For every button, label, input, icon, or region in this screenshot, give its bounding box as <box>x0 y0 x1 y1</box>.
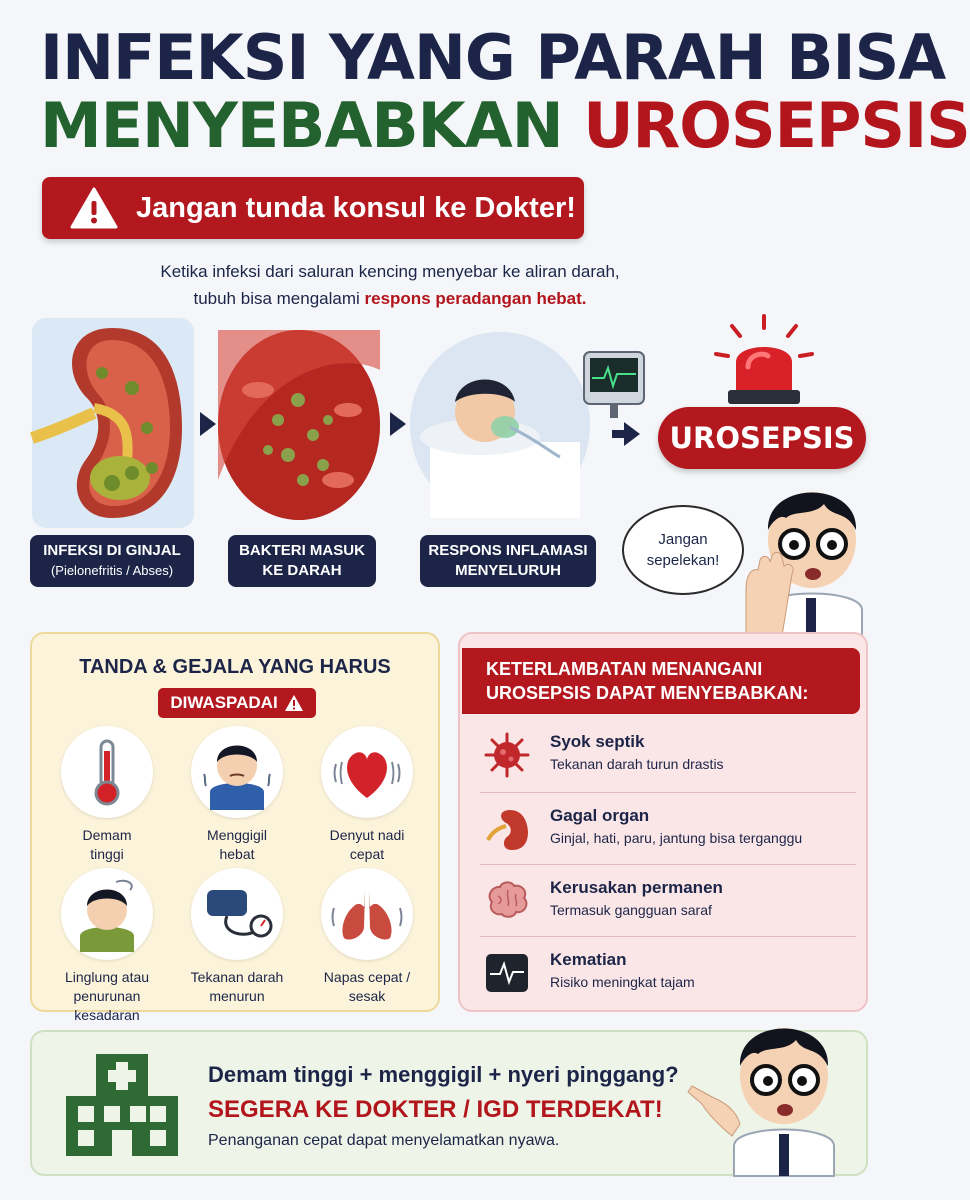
step-label-kidney <box>30 535 194 587</box>
symptom-item <box>42 868 172 1025</box>
kidney-icon <box>484 806 530 852</box>
symptom-label <box>42 968 172 1025</box>
consequence-desc: Tekanan darah turun drastis <box>550 756 724 772</box>
bottom-note: Penanganan cepat dapat menyelamatkan nyawa. <box>208 1132 560 1149</box>
thermometer-icon <box>61 726 153 818</box>
intro-highlight: respons peradangan hebat. <box>364 289 587 308</box>
ecg-monitor-icon <box>484 950 530 996</box>
symptom-label-line-2: cepat <box>349 846 385 862</box>
consequence-desc: Ginjal, hati, paru, jantung bisa terganggu <box>550 830 803 846</box>
sick-patient-icon <box>410 332 590 518</box>
monitor-icon <box>582 350 646 420</box>
step-label-bacteria <box>228 535 376 587</box>
virus-icon <box>484 732 530 778</box>
symptom-label-line-2: sesak <box>348 988 386 1004</box>
intro-line-2-text: tubuh bisa mengalami <box>193 289 365 308</box>
step-2-title: BAKTERI MASUK <box>239 542 365 559</box>
doctor-pointing-icon <box>684 986 854 1176</box>
title-highlight: UROSEPSIS <box>583 89 970 162</box>
symptoms-badge-text: DIWASPADAI <box>170 693 278 712</box>
dizzy-icon <box>61 868 153 960</box>
symptoms-title: TANDA & GEJALA YANG HARUS <box>79 656 391 678</box>
speech-bubble-text: Jangan sepelekan! <box>646 531 720 569</box>
consequence-item <box>480 874 856 936</box>
doctor-stop-icon <box>742 470 882 636</box>
consequences-header-line-1: KETERLAMBATAN MENANGANI <box>486 659 763 679</box>
symptom-label-line-2: penurunan kesadaran <box>73 988 141 1023</box>
consequence-title: Gagal organ <box>550 806 650 825</box>
divider <box>480 792 856 793</box>
step-3-title-line-2: MENYELURUH <box>455 562 561 579</box>
bottom-cta: SEGERA KE DOKTER / IGD TERDEKAT! <box>208 1096 663 1123</box>
shivering-icon <box>191 726 283 818</box>
symptom-item <box>172 868 302 1006</box>
consequence-title: Syok septik <box>550 732 645 751</box>
page-title <box>40 21 970 162</box>
siren-icon <box>712 312 816 408</box>
divider <box>480 864 856 865</box>
symptom-label-line-1: Linglung atau <box>64 969 150 985</box>
bacteria-blood-icon <box>218 330 380 520</box>
symptom-item <box>302 726 432 864</box>
step-1-sub: (Pielonefritis / Abses) <box>50 563 174 578</box>
symptom-label-line-2: tinggi <box>90 846 124 862</box>
symptom-label <box>42 826 172 864</box>
urosepsis-badge: UROSEPSIS <box>658 407 866 469</box>
consequence-desc: Risiko meningkat tajam <box>550 974 695 990</box>
symptom-label <box>302 968 432 1006</box>
symptom-label-line-2: hebat <box>219 846 255 862</box>
heart-icon <box>321 726 413 818</box>
step-label-response <box>420 535 596 587</box>
warning-icon <box>284 694 304 712</box>
blood-pressure-icon <box>191 868 283 960</box>
symptom-label <box>302 826 432 864</box>
step-1-title: INFEKSI DI GINJAL <box>43 542 181 559</box>
symptom-label-line-1: Demam <box>82 827 132 843</box>
symptom-label <box>172 826 302 864</box>
symptom-item <box>42 726 172 864</box>
arrow-right-icon <box>624 422 640 446</box>
step-3-title: RESPONS INFLAMASI <box>428 542 588 559</box>
kidney-infection-icon <box>32 318 194 528</box>
warning-text: Jangan tunda konsul ke Dokter! <box>136 191 576 224</box>
symptom-label <box>172 968 302 1006</box>
title-line-1: INFEKSI YANG PARAH BISA <box>40 21 946 94</box>
brain-icon <box>484 878 530 924</box>
symptom-label-line-1: Tekanan darah <box>190 969 284 985</box>
arrow-stem <box>612 430 624 438</box>
consequences-header-line-2: UROSEPSIS DAPAT MENYEBABKAN: <box>486 683 809 703</box>
consequences-panel <box>458 632 868 1012</box>
arrow-right-icon <box>200 412 216 436</box>
divider <box>480 936 856 937</box>
hospital-icon <box>62 1050 182 1160</box>
consequences-header <box>462 648 860 714</box>
lungs-icon <box>321 868 413 960</box>
consequence-title: Kerusakan permanen <box>550 878 723 897</box>
symptom-label-line-1: Denyut nadi <box>329 827 405 843</box>
symptom-label-line-2: menurun <box>209 988 265 1004</box>
title-line-2-text: MENYEBABKAN <box>40 89 584 162</box>
symptom-label-line-1: Menggigil <box>207 827 267 843</box>
bottom-question: Demam tinggi + menggigil + nyeri pinggang? <box>208 1062 679 1087</box>
symptom-label-line-1: Napas cepat / <box>323 969 411 985</box>
consequence-title: Kematian <box>550 950 627 969</box>
symptoms-badge <box>158 688 316 718</box>
symptom-item <box>302 868 432 1006</box>
arrow-right-icon <box>390 412 406 436</box>
consequence-item <box>480 728 856 790</box>
title-line-2 <box>40 89 970 162</box>
consequence-desc: Termasuk gangguan saraf <box>550 902 712 918</box>
step-2-title-line-2: KE DARAH <box>262 562 342 579</box>
intro-text <box>120 258 660 312</box>
symptom-item <box>172 726 302 864</box>
intro-line-2 <box>120 285 660 312</box>
speech-bubble <box>622 505 744 595</box>
warning-icon <box>70 187 118 229</box>
consequence-item <box>480 802 856 864</box>
symptoms-panel <box>30 632 440 1023</box>
intro-line-1: Ketika infeksi dari saluran kencing menyebar ke aliran darah, <box>160 262 620 281</box>
warning-banner <box>42 177 584 239</box>
